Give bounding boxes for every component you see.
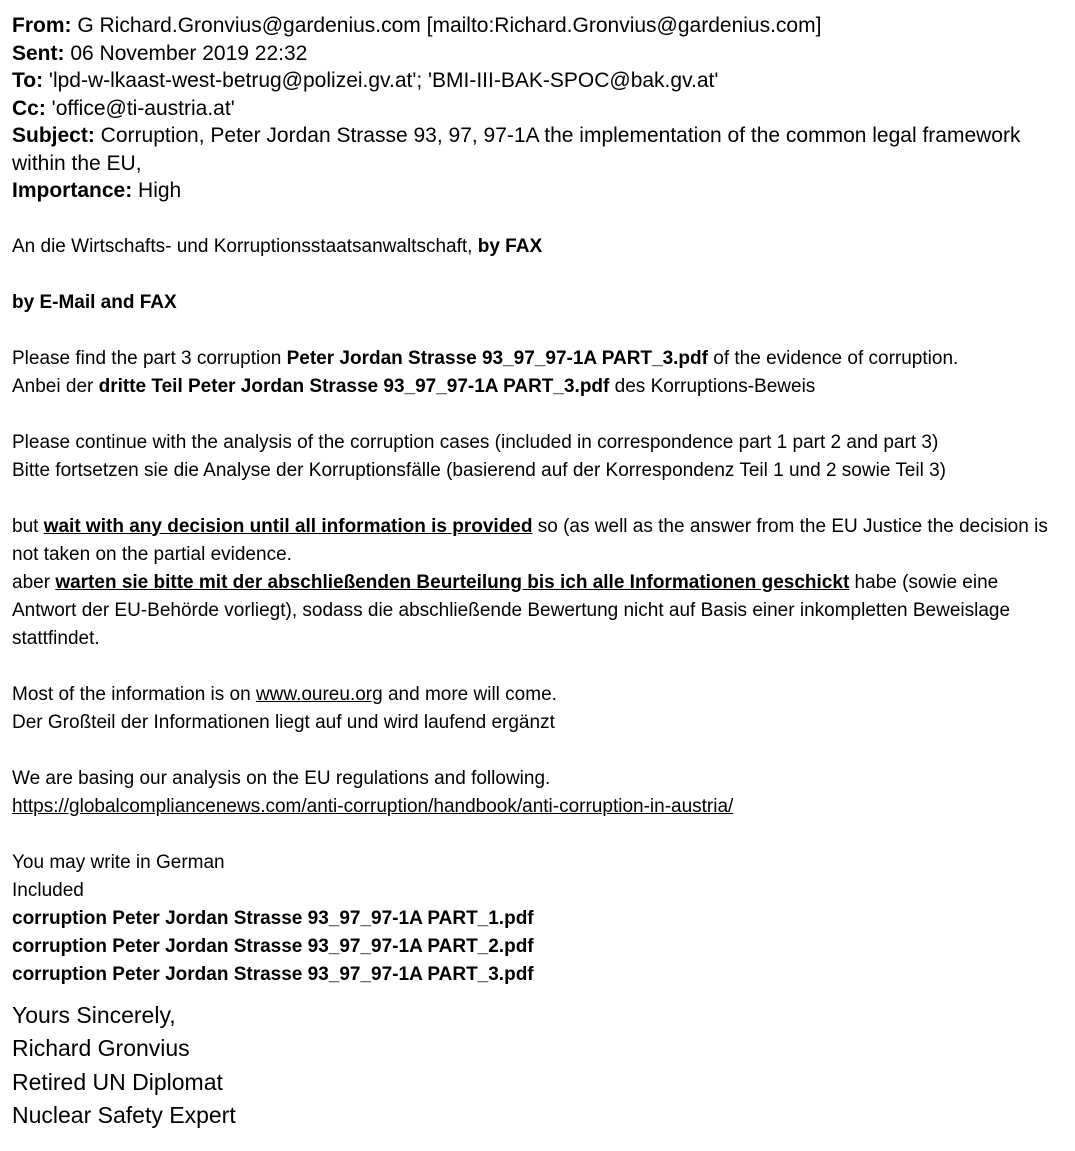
paragraph-info-en [12,681,1063,709]
cc-label: Cc: [12,96,46,120]
importance-line [12,177,1063,205]
oureu-link[interactable]: www.oureu.org [255,683,383,705]
from-line [12,12,1063,40]
signature-name: Richard Gronvius [12,1035,190,1061]
email-header [12,12,1063,205]
p6-text-a: aber [12,571,56,593]
to-label: To: [12,69,44,92]
p7-text-c: and more will come. [382,683,557,705]
to-value: 'lpd-w-lkaast-west-betrug@polizei.gv.at'; 'BMI-III-BAK-SPOC@bak.gv.at' [43,69,719,92]
p1-filename: Peter Jordan Strasse 93_97_97-1A PART_3.pdf [286,347,708,369]
p7-text-a: Most of the information is on [12,683,256,705]
sent-line [12,40,1063,68]
paragraph-german: You may write in German [12,851,225,873]
greeting-text: An die Wirtschafts- und Korruptionsstaatsanwaltschaft, [12,235,478,257]
subject-line [12,122,1063,177]
from-value: G Richard.Gronvius@gardenius.com [mailto:Richard.Gronvius@gardenius.com] [71,14,822,37]
from-label: From: [12,14,72,37]
compliance-link-line [12,793,1063,821]
p6-emphasis: warten sie bitte mit der abschließenden Beurteilung bis ich alle Informationen geschickt [55,571,850,593]
paragraph-wait-de [12,569,1063,653]
sent-value: 06 November 2019 22:32 [64,41,308,65]
compliance-link[interactable]: https://globalcompliancenews.com/anti-corruption/handbook/anti-corruption-in-austria/ [12,795,734,817]
paragraph-part3-de [12,373,1063,401]
p1-text-a: Please find the part 3 corruption [12,347,287,369]
cc-line [12,95,1063,123]
paragraph-basis: We are basing our analysis on the EU regulations and following. [12,767,551,789]
p5-text-a: but [12,515,44,537]
subject-value: Corruption, Peter Jordan Strasse 93, 97, 97-1A the implementation of the common legal framework within the EU, [12,124,1021,175]
greeting-line [12,233,1063,261]
importance-value: High [132,179,182,202]
attachment-item: corruption Peter Jordan Strasse 93_97_97-1A PART_3.pdf [12,963,534,985]
attachment-item: corruption Peter Jordan Strasse 93_97_97-1A PART_1.pdf [12,907,534,929]
signature-closing: Yours Sincerely, [12,1001,176,1028]
signature-block [12,999,1063,1133]
signature-role: Nuclear Safety Expert [12,1102,236,1128]
p2-text-a: Anbei der [12,375,99,397]
cc-value: 'office@ti-austria.at' [45,96,235,120]
to-line [12,67,1063,95]
p1-text-c: of the evidence of corruption. [707,347,959,369]
email-body [12,233,1063,989]
subject-label: Subject: [12,124,95,147]
paragraph-continue-en: Please continue with the analysis of the corruption cases (included in correspondence part 1 part 2 and part 3) [12,431,939,453]
by-email-line: by E-Mail and FAX [12,291,177,313]
p2-filename: dritte Teil Peter Jordan Strasse 93_97_97-1A PART_3.pdf [98,375,610,397]
attachment-item: corruption Peter Jordan Strasse 93_97_97-1A PART_2.pdf [12,935,534,957]
p6-text-c: habe (sowie eine Antwort der EU-Behörde vorliegt), sodass die abschließende Bewertung nicht auf Basis einer inkompletten Beweislage stattfindet. [12,571,1011,649]
included-label: Included [12,879,84,901]
sent-label: Sent: [12,41,65,65]
signature-title: Retired UN Diplomat [12,1068,223,1095]
paragraph-part3-en [12,345,1063,373]
p5-emphasis: wait with any decision until all information is provided [43,515,533,537]
paragraph-wait-en [12,513,1063,569]
paragraph-continue-de: Bitte fortsetzen sie die Analyse der Korruptionsfälle (basierend auf der Korrespondenz Teil 1 und 2 sowie Teil 3) [12,459,947,481]
importance-label: Importance: [12,179,133,202]
greeting-bold: by FAX [477,235,543,257]
p2-text-c: des Korruptions-Beweis [609,375,816,397]
paragraph-info-de: Der Großteil der Informationen liegt auf und wird laufend ergänzt [12,711,555,733]
p5-text-c: so (as well as the answer from the EU Justice the decision is not taken on the partial evidence. [12,515,1048,565]
